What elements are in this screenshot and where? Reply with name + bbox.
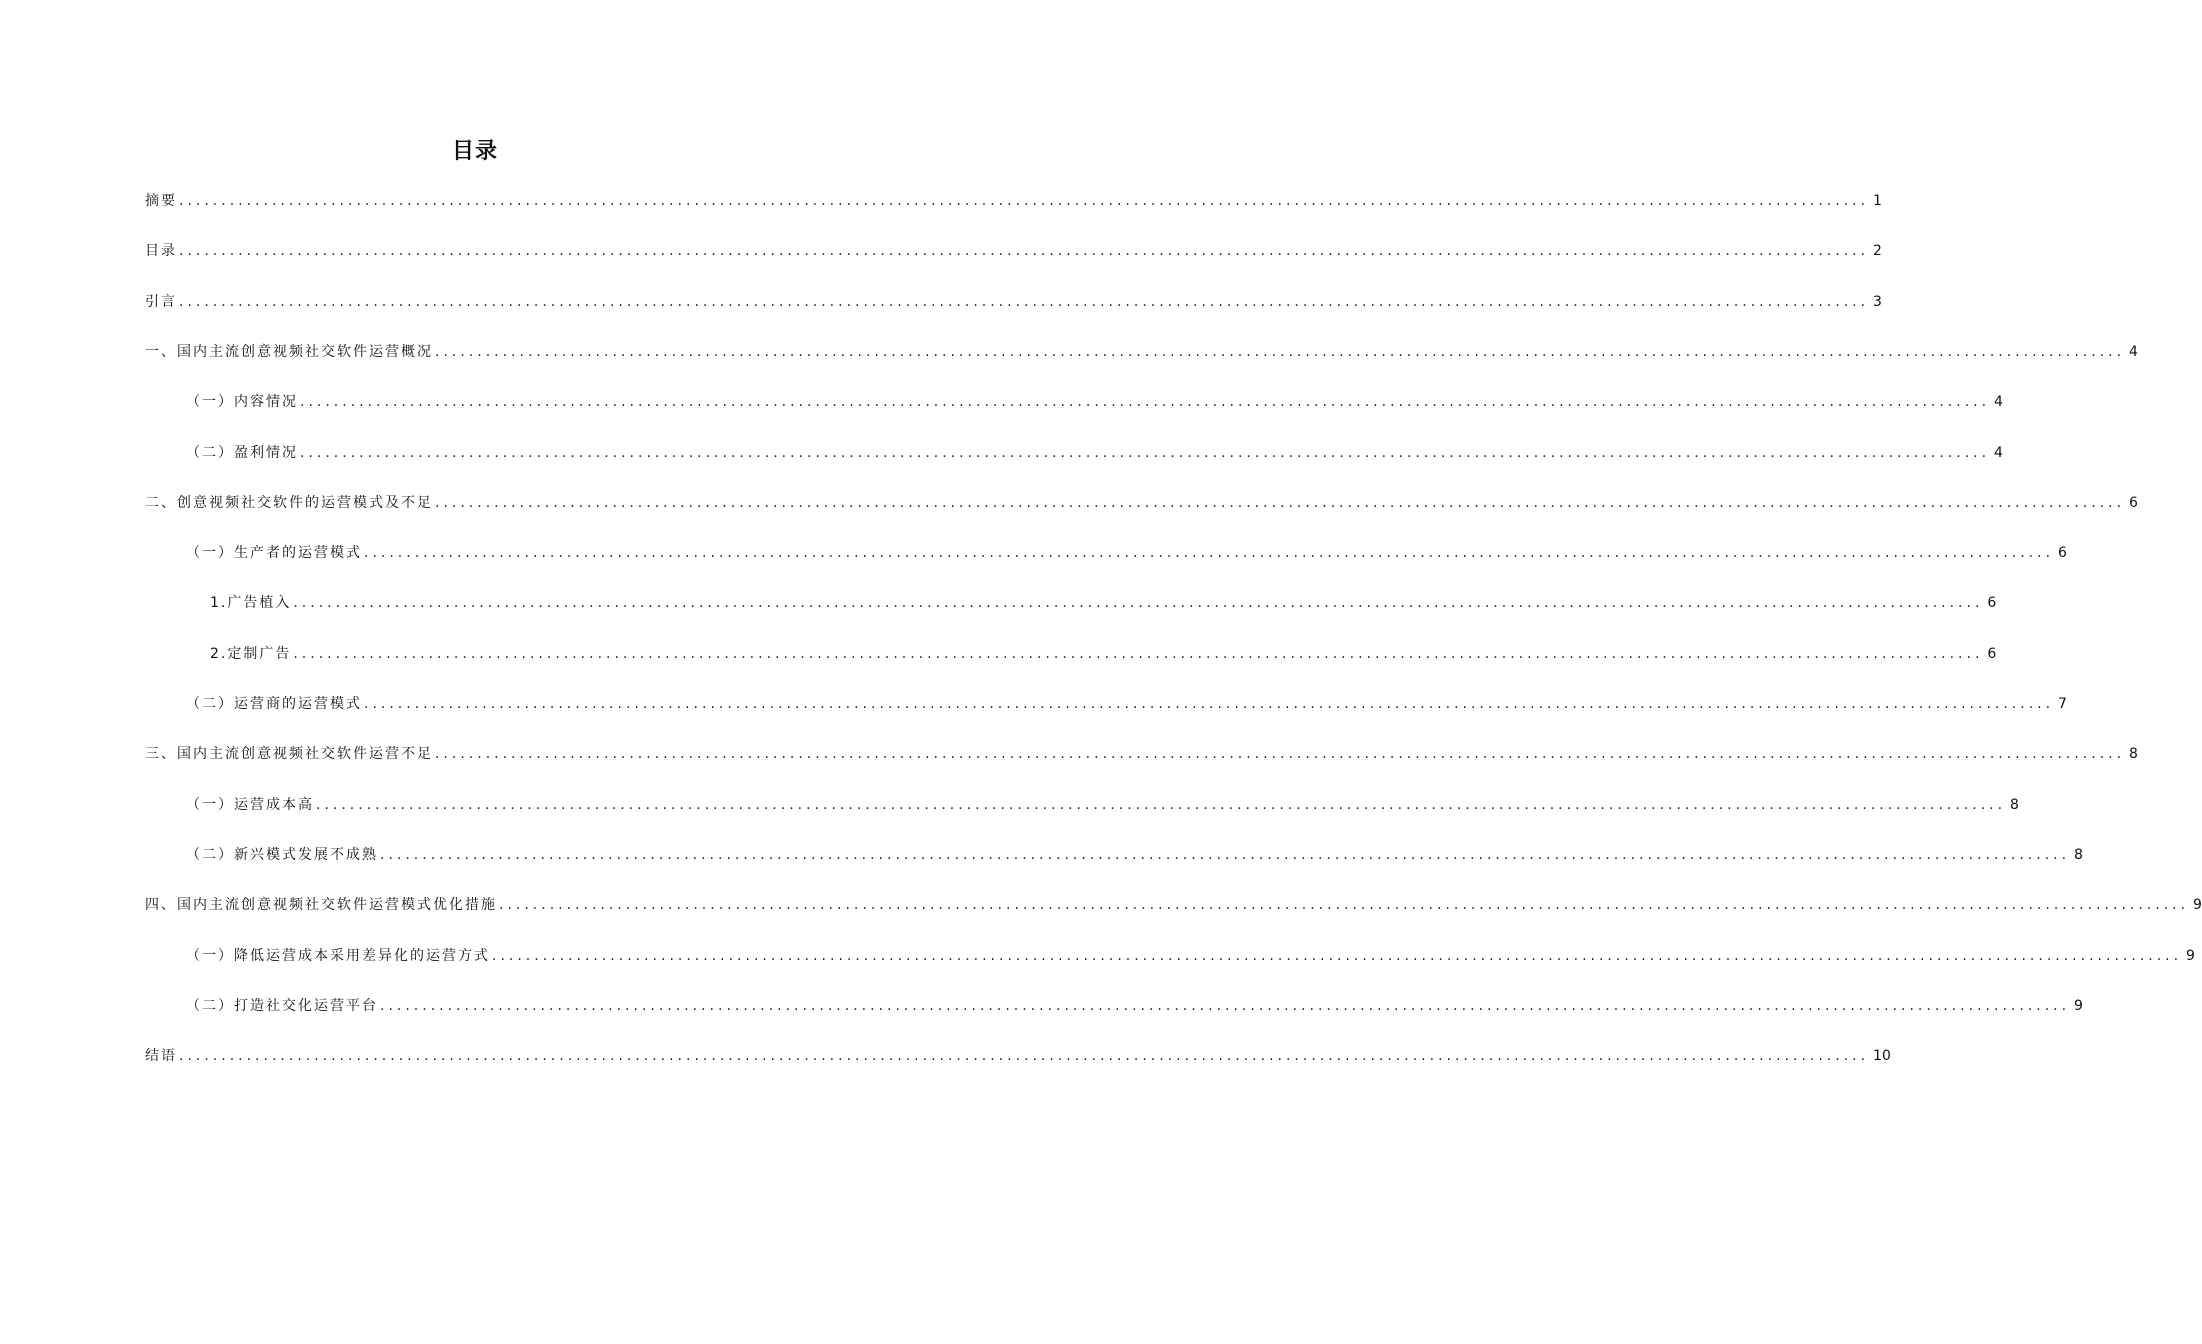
dot-leader: ........................................................................................................................................................................................................ — [300, 394, 1991, 410]
dot-leader: ........................................................................................................................................................................................................ — [435, 344, 2126, 360]
toc-entry[interactable] — [186, 794, 2019, 816]
toc-entry-label: （二）打造社交化运营平台 — [186, 998, 378, 1014]
toc-entry-label: （二）新兴模式发展不成熟 — [186, 847, 378, 863]
dot-leader: ........................................................................................................................................................................................................ — [364, 545, 2055, 561]
dot-leader: ........................................................................................................................................................................................................ — [435, 495, 2126, 511]
dot-leader: ........................................................................................................................................................................................................ — [492, 948, 2183, 964]
toc-entry-label: （二）盈利情况 — [186, 445, 298, 461]
dot-leader: ........................................................................................................................................................................................................ — [293, 646, 1984, 662]
page-title: 目录 — [451, 138, 498, 164]
toc-entry-label: （一）降低运营成本采用差异化的运营方式 — [186, 948, 490, 964]
dot-leader: ........................................................................................................................................................................................................ — [499, 897, 2190, 913]
toc-entry-label: 四、国内主流创意视频社交软件运营模式优化措施 — [145, 897, 497, 913]
toc-entry[interactable] — [145, 291, 1882, 313]
dot-leader: ........................................................................................................................................................................................................ — [435, 746, 2126, 762]
dot-leader: ........................................................................................................................................................................................................ — [179, 243, 1870, 259]
toc-entry[interactable] — [145, 240, 1882, 262]
toc-entry[interactable] — [145, 341, 2138, 363]
toc-entry-label: 2.定制广告 — [210, 646, 292, 662]
toc-entry[interactable] — [186, 391, 2003, 413]
dot-leader: ........................................................................................................................................................................................................ — [380, 998, 2071, 1014]
toc-entry-label: （一）内容情况 — [186, 394, 298, 410]
dot-leader: ........................................................................................................................................................................................................ — [364, 696, 2055, 712]
toc-entry-page-number: 6 — [2129, 495, 2138, 511]
toc-entry[interactable] — [186, 442, 2003, 464]
toc-entry[interactable] — [145, 190, 1882, 212]
toc-entry[interactable] — [145, 894, 2202, 916]
toc-entry-page-number: 10 — [1873, 1048, 1891, 1064]
toc-entry[interactable] — [186, 844, 2083, 866]
toc-entry-label: 三、国内主流创意视频社交软件运营不足 — [145, 746, 433, 762]
toc-entry[interactable] — [145, 492, 2138, 514]
dot-leader: ........................................................................................................................................................................................................ — [300, 445, 1991, 461]
dot-leader: ........................................................................................................................................................................................................ — [293, 595, 1984, 611]
toc-entry-page-number: 4 — [2129, 344, 2138, 360]
toc-entry-label: 摘要 — [145, 193, 177, 209]
toc-entry-page-number: 3 — [1873, 294, 1882, 310]
dot-leader: ........................................................................................................................................................................................................ — [316, 797, 2007, 813]
toc-entry[interactable] — [186, 693, 2067, 715]
toc-entry-page-number: 4 — [1994, 394, 2003, 410]
toc-entry[interactable] — [210, 643, 1997, 665]
toc-entry-page-number: 9 — [2186, 948, 2195, 964]
toc-entry-page-number: 8 — [2129, 746, 2138, 762]
toc-entry-label: （二）运营商的运营模式 — [186, 696, 362, 712]
toc-entry-page-number: 7 — [2058, 696, 2067, 712]
toc-entry-label: 目录 — [145, 243, 177, 259]
toc-entry-page-number: 9 — [2193, 897, 2202, 913]
toc-entry-page-number: 6 — [2058, 545, 2067, 561]
toc-entry-label: （一）运营成本高 — [186, 797, 314, 813]
toc-entry[interactable] — [145, 1045, 1891, 1067]
toc-entry[interactable] — [145, 743, 2138, 765]
toc-entry-label: 引言 — [145, 294, 177, 310]
toc-entry[interactable] — [210, 592, 1997, 614]
toc-entry-page-number: 4 — [1994, 445, 2003, 461]
dot-leader: ........................................................................................................................................................................................................ — [179, 193, 1870, 209]
toc-entry-label: （一）生产者的运营模式 — [186, 545, 362, 561]
toc-entry-page-number: 6 — [1987, 646, 1997, 662]
toc-entry[interactable] — [186, 542, 2067, 564]
toc-entry-label: 结语 — [145, 1048, 177, 1064]
dot-leader: ........................................................................................................................................................................................................ — [179, 1048, 1870, 1064]
toc-entry-page-number: 6 — [1987, 595, 1997, 611]
dot-leader: ........................................................................................................................................................................................................ — [179, 294, 1870, 310]
toc-entry-page-number: 8 — [2074, 847, 2083, 863]
toc-entry-page-number: 2 — [1873, 243, 1882, 259]
dot-leader: ........................................................................................................................................................................................................ — [380, 847, 2071, 863]
toc-entry[interactable] — [186, 945, 2195, 967]
toc-entry-label: 一、国内主流创意视频社交软件运营概况 — [145, 344, 433, 360]
toc-entry-label: 二、创意视频社交软件的运营模式及不足 — [145, 495, 433, 511]
toc-entry-page-number: 1 — [1873, 193, 1882, 209]
toc-entry-label: 1.广告植入 — [210, 595, 292, 611]
toc-entry-page-number: 9 — [2074, 998, 2083, 1014]
toc-entry[interactable] — [186, 995, 2083, 1017]
toc-entry-page-number: 8 — [2010, 797, 2019, 813]
